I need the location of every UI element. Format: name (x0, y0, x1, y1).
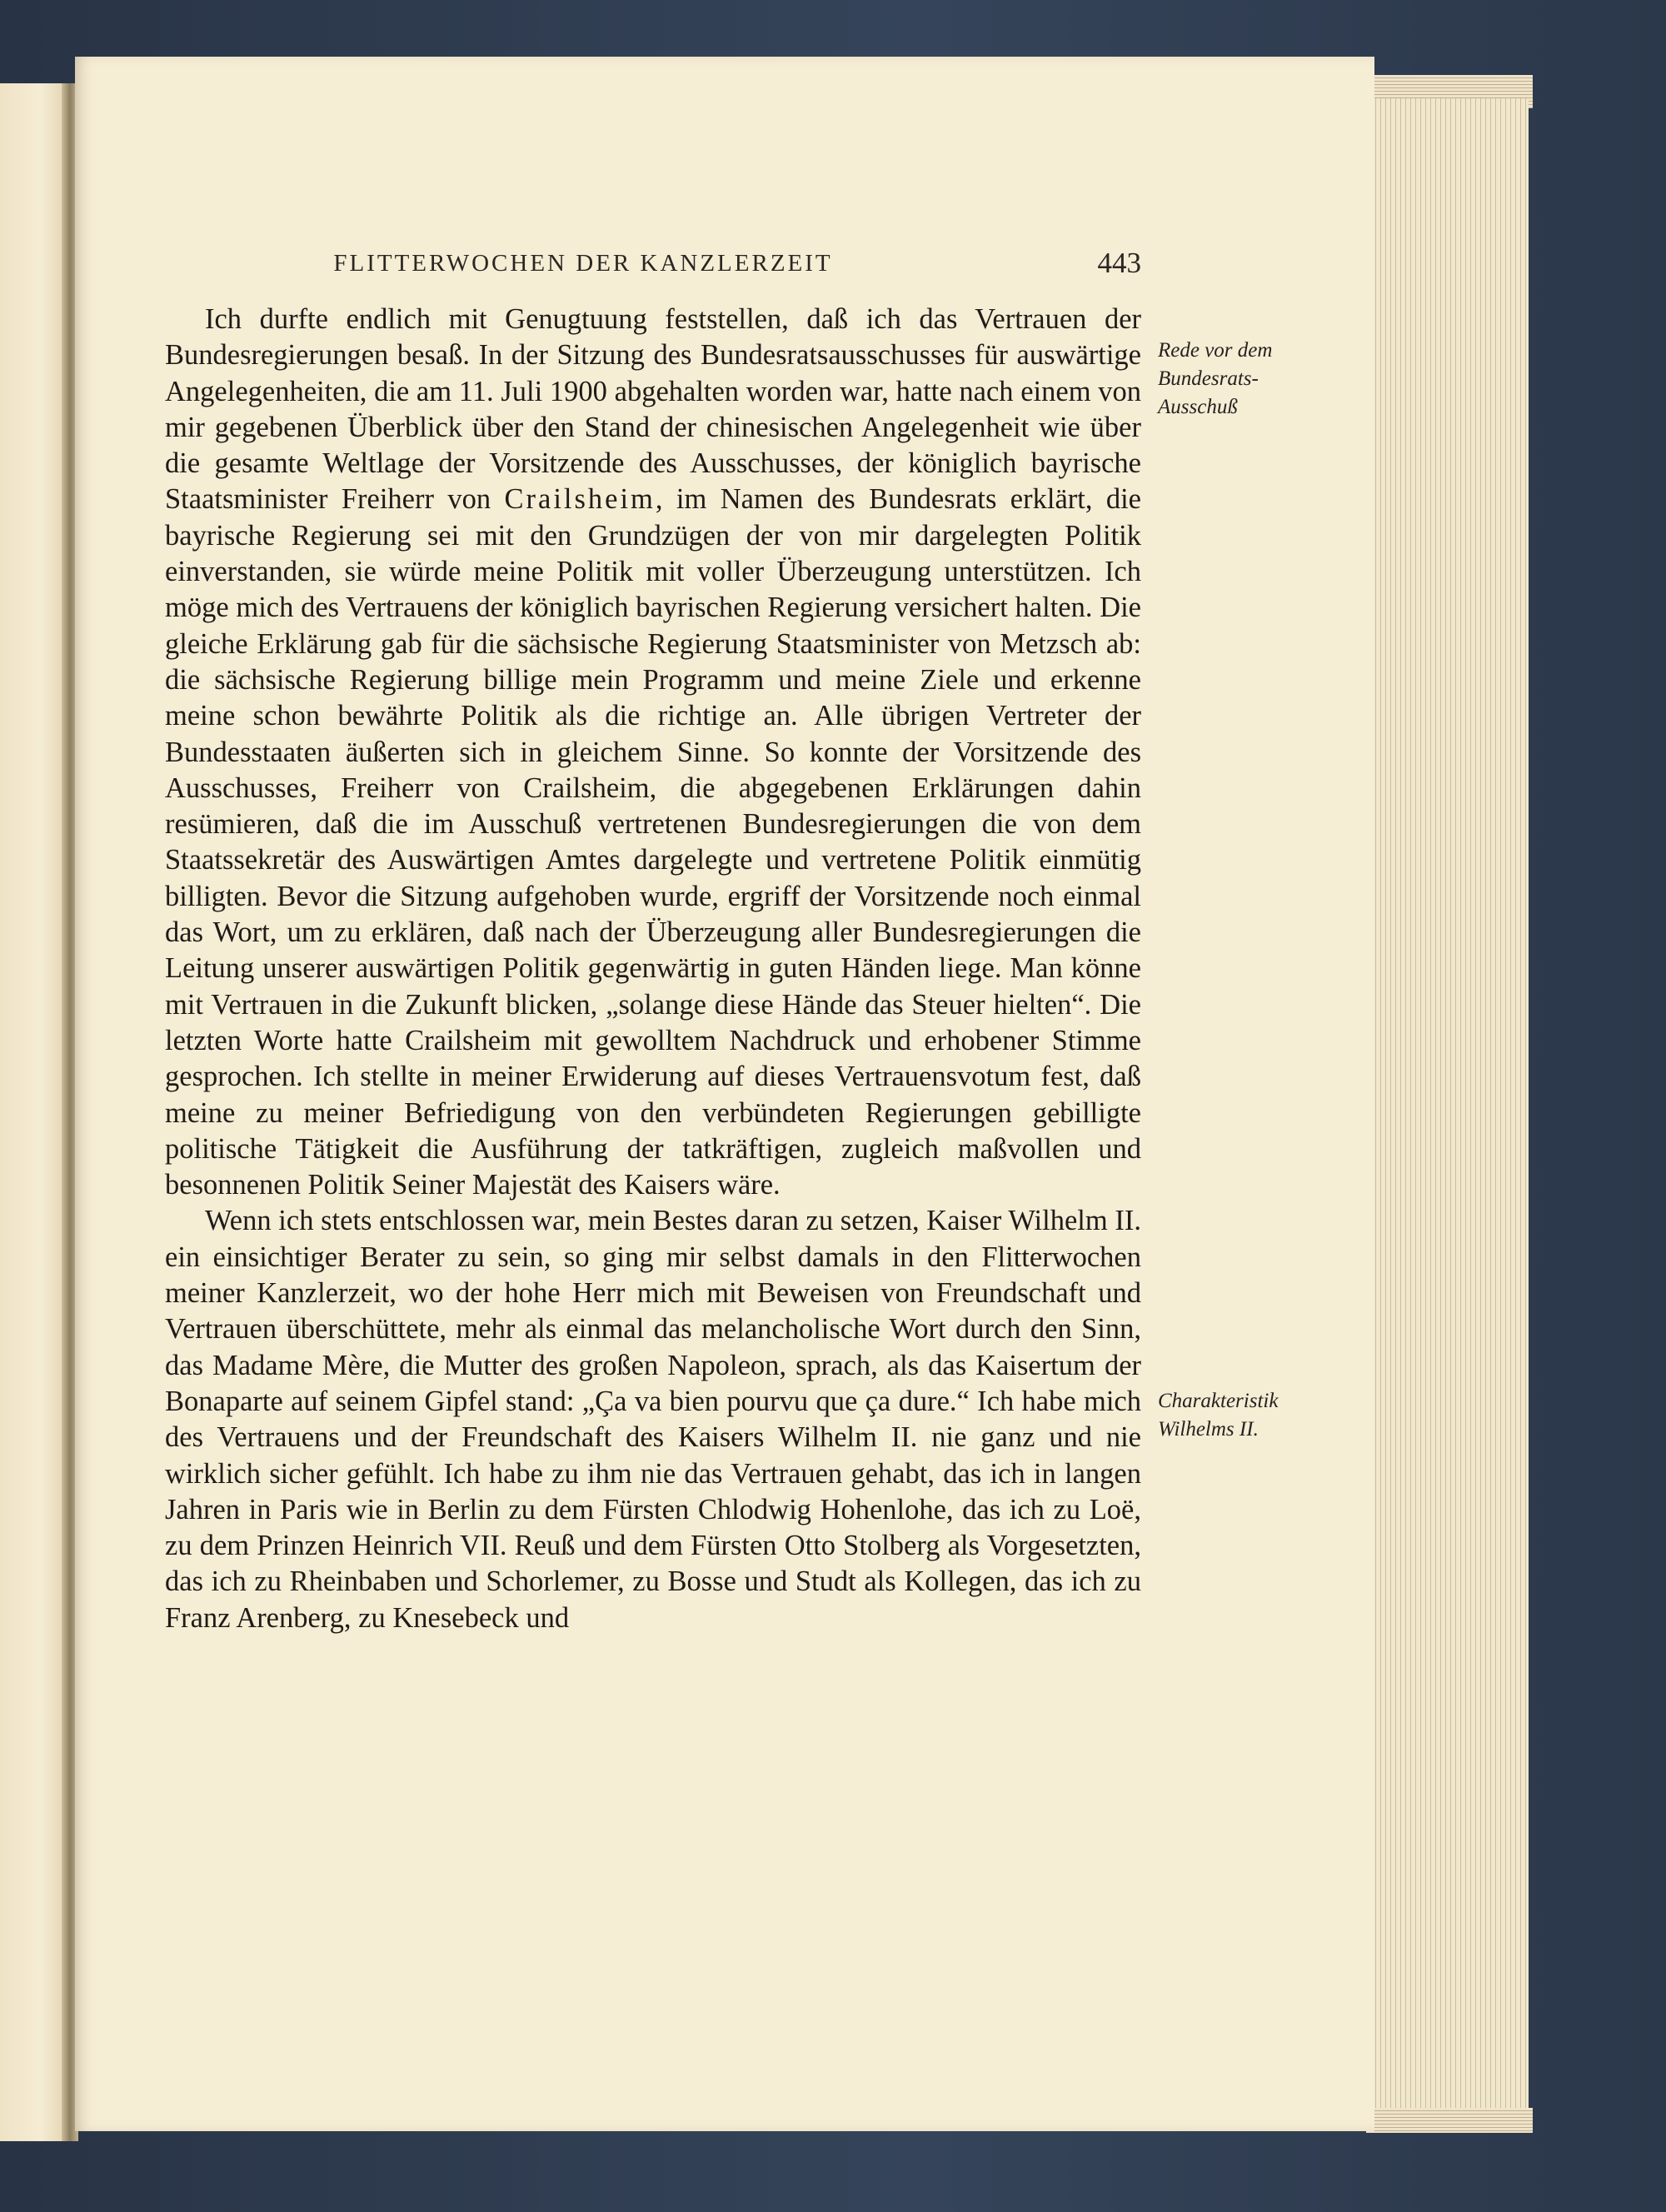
paragraph-2: Wenn ich stets entschlossen war, mein Bestes daran zu setzen, Kaiser Wilhelm II. ein einsichtiger Berater zu sein, so ging mir selbst damals in den Flitterwochen meiner Kanzlerzeit, wo der hohe Herr mich mit Beweisen von Freundschaft und Vertrauen überschüttete, mehr als einmal das melancholische Wort durch den Sinn, das Madame Mère, die Mutter des großen Napoleon, sprach, als das Kaisertum der Bonaparte auf seinem Gipfel stand: „Ça va bien pourvu que ça dure.“ Ich habe mich des Vertrauens und der Freundschaft des Kaisers Wilhelm II. nie ganz und nie wirklich sicher gefühlt. Ich habe zu ihm nie das Vertrauen gehabt, das ich in langen Jahren in Paris wie in Berlin zu dem Fürsten Chlodwig Hohenlohe, das ich zu Loë, zu dem Prinzen Heinrich VII. Reuß und dem Fürsten Otto Stolberg als Vorgesetzten, das ich zu Rheinbaben und Schorlemer, zu Bosse und Studt als Kollegen, das ich zu Franz Arenberg, zu Knesebeck und (165, 1205, 1141, 1634)
page-stack-bottom (1366, 2108, 1533, 2133)
running-title: FLITTERWOCHEN DER KANZLERZEIT (333, 250, 833, 277)
margin-note-line: Ausschuß (1158, 396, 1238, 418)
paragraph-1-rest: , im Namen des Bundesrats erklärt, die bayrische Regierung sei mit den Grundzügen der von mir dargelegten Politik einverstanden, sie würde meine Politik mit voller Überzeugung unterstützen. Ich möge mich des Vertrauens der königlich bayrischen Regierung versichert halten. Die gleiche Erklärung gab für die sächsische Regierung Staatsminister von Metzsch ab: die sächsische Regierung billige mein Programm und meine Ziele und erkenne meine schon bewährte Politik als die richtige an. Alle übrigen Vertreter der Bundesstaaten äußerten sich in gleichem Sinne. So konnte der Vorsitzende des Ausschusses, Freiherr von Crailsheim, die abgegebenen Erklärungen dahin resümieren, daß die im Ausschuß vertretenen Bundesregierungen die von dem Staatssekretär des Auswärtigen Amtes dargelegte und vertretene Politik einmütig billigten. Bevor die Sitzung aufgehoben wurde, ergriff der Vorsitzende noch einmal das Wort, um zu erklären, daß nach der Überzeugung aller Bundesregierungen die Leitung unserer auswärtigen Politik gegenwärtig in guten Händen liege. Man könne mit Vertrauen in die Zukunft blicken, „solange diese Hände das Steuer hielten“. Die letzten Worte hatte Crailsheim mit gewolltem Nachdruck und erhobener Stimme gesprochen. Ich stellte in meiner Erwiderung auf dieses Vertrauensvotum fest, daß meine zu meiner Befriedigung von den verbündeten Regierungen gebilligte politische Tätigkeit die Ausführung der tatkräftigen, zugleich maßvollen und besonnenen Politik Seiner Majestät des Kaisers wäre. (165, 483, 1141, 1201)
margin-note-rede (1158, 337, 1349, 422)
paragraph-1-start: Ich durfte endlich mit Genugtuung feststellen, daß ich das Vertrauen der Bundesregierungen besaß. In der Sitzung des Bundesratsausschusses für auswärtige Angelegenheiten, die am 11. Juli 1900 abgehalten worden war, hatte nach einem von mir gegebenen Überblick über den Stand der chinesischen Angelegenheit wie über die gesamte Weltlage der Vorsitzende des Ausschusses, der königlich bayrische Staatsminister Freiherr von (165, 303, 1141, 516)
page-number: 443 (1097, 247, 1141, 279)
page-stack-edges (1366, 98, 1529, 2115)
margin-note-line: Charakteristik (1158, 1390, 1279, 1412)
body-text (165, 302, 1141, 1636)
paragraph-1 (165, 302, 1141, 1203)
spaced-name-crailsheim: Crailsheim (504, 483, 656, 516)
previous-page-edge (0, 83, 67, 2141)
margin-note-line: Bundesrats- (1158, 367, 1259, 390)
margin-note-charakteristik (1158, 1387, 1349, 1444)
margin-note-line: Wilhelms II. (1158, 1418, 1259, 1441)
running-head (167, 247, 1141, 292)
margin-note-line: Rede vor dem (1158, 339, 1273, 362)
